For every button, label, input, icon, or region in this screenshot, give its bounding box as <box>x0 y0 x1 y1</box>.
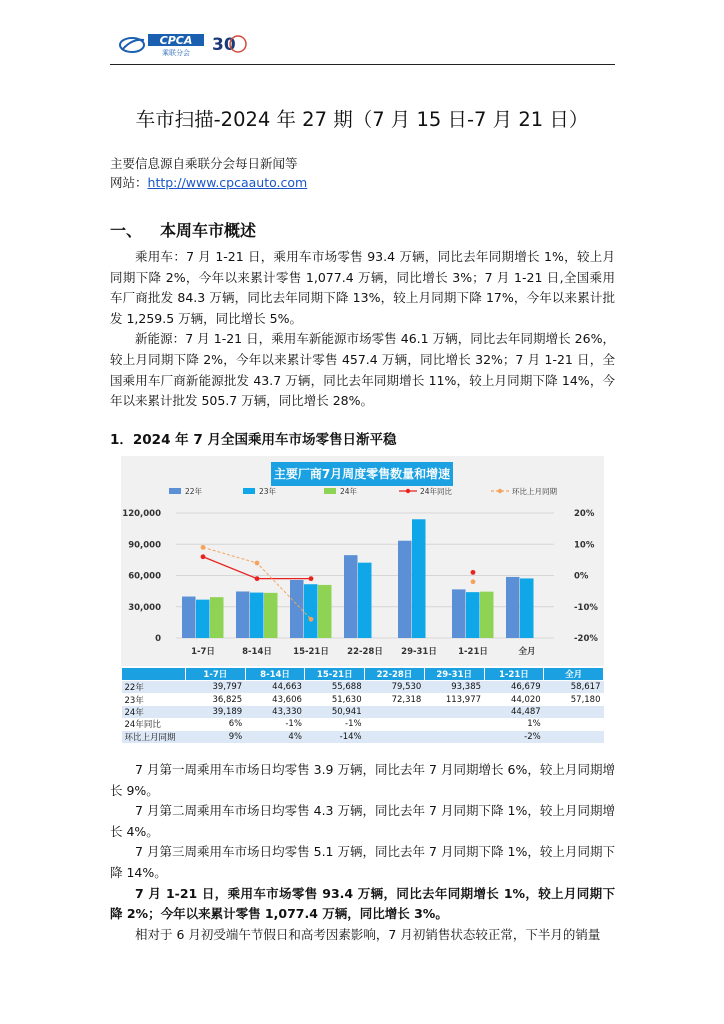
legend-swatch <box>324 488 336 494</box>
table-cell: 51,630 <box>305 693 365 705</box>
table-cell: 24年同比 <box>122 718 186 730</box>
table-cell: 36,825 <box>186 693 246 705</box>
point-环比上月同期 <box>201 545 206 550</box>
bar-23年 <box>196 600 210 638</box>
table-cell: 39,189 <box>186 706 246 718</box>
anniversary-logo-text: 30 <box>212 35 236 55</box>
table-header-cell: 1-21日 <box>484 668 544 681</box>
table-row <box>122 706 604 718</box>
table-header-row <box>122 668 604 681</box>
bar-23年 <box>358 563 372 638</box>
table-cell <box>544 706 604 718</box>
bar-23年 <box>304 584 318 638</box>
bar-22年 <box>398 541 412 638</box>
table-header-cell: 1-7日 <box>186 668 246 681</box>
table-cell: 6% <box>186 718 246 730</box>
table-cell <box>365 718 425 730</box>
table-cell: 39,797 <box>186 681 246 694</box>
table-header-cell: 全月 <box>544 668 604 681</box>
table-cell <box>365 731 425 743</box>
point-环比上月同期 <box>255 561 260 566</box>
table-row <box>122 681 604 694</box>
x-tick-label: 8-14日 <box>242 647 272 657</box>
bar-24年 <box>264 593 278 638</box>
table-header-cell: 8-14日 <box>245 668 305 681</box>
table-cell: 50,941 <box>305 706 365 718</box>
table-cell: -1% <box>305 718 365 730</box>
table-cell <box>544 731 604 743</box>
x-tick-label: 1-7日 <box>191 647 215 657</box>
point-24年同比 <box>255 576 260 581</box>
table-cell: 44,020 <box>484 693 544 705</box>
table-cell: 43,606 <box>245 693 305 705</box>
bar-22年 <box>344 555 358 638</box>
table-cell: 44,487 <box>484 706 544 718</box>
table-cell <box>365 706 425 718</box>
overview-paragraph: 乘用车：7 月 1-21 日，乘用车市场零售 93.4 万辆，同比去年同期增长 1%，较上月同期下降 2%，今年以来累计零售 1,077.4 万辆，同比增长 3%；7 月 1-21 日,全国乘用车厂商批发 84.3 万辆，同比去年同期下降 13%，较上月同期下降 17%，今年以来累计批发 1,259.5 万辆，同比增长 5%。 <box>110 249 615 326</box>
y-tick-label: 60,000 <box>128 571 161 582</box>
table-cell: 44,663 <box>245 681 305 694</box>
bar-22年 <box>182 597 196 638</box>
table-cell: 55,688 <box>305 681 365 694</box>
legend-swatch <box>243 488 255 494</box>
table-cell: 58,617 <box>544 681 604 694</box>
bar-22年 <box>236 591 250 638</box>
section-heading <box>110 218 256 241</box>
section-number: 一、 <box>110 221 143 240</box>
bar-22年 <box>506 577 520 638</box>
table-cell: 22年 <box>122 681 186 694</box>
table-header-cell: 29-31日 <box>424 668 484 681</box>
analysis-text <box>110 760 615 945</box>
x-tick-label: 22-28日 <box>347 647 383 657</box>
point-环比上月同期 <box>471 579 476 584</box>
table-cell: 79,530 <box>365 681 425 694</box>
y-tick-label: 0 <box>155 634 161 644</box>
point-24年同比 <box>309 576 314 581</box>
table-header-cell: 15-21日 <box>305 668 365 681</box>
website-line <box>110 173 307 191</box>
legend-label: 22年 <box>185 487 203 496</box>
subsection-heading: 1．2024 年 7 月全国乘用车市场零售日渐平稳 <box>110 432 397 448</box>
table-row <box>122 718 604 730</box>
table-cell: 93,385 <box>424 681 484 694</box>
table-cell: 4% <box>245 731 305 743</box>
table-row <box>122 731 604 743</box>
website-link[interactable]: http://www.cpcaauto.com <box>147 175 308 190</box>
point-24年同比 <box>471 570 476 575</box>
analysis-paragraph: 7 月第二周乘用车市场日均零售 4.3 万辆，同比去年 7 月同期下降 1%，较上月同期增长 4%。 <box>110 803 615 839</box>
data-table <box>121 667 604 743</box>
table-header-cell: 22-28日 <box>365 668 425 681</box>
analysis-paragraph: 相对于 6 月初受端午节假日和高考因素影响，7 月初销售状态较正常，下半月的销量 <box>135 926 601 942</box>
table-cell: 57,180 <box>544 693 604 705</box>
analysis-paragraph: 7 月第一周乘用车市场日均零售 3.9 万辆，同比去年 7 月同期增长 6%，较上月同期增长 9%。 <box>110 762 615 798</box>
table-cell: 24年 <box>122 706 186 718</box>
table-cell: 43,330 <box>245 706 305 718</box>
table-cell: 9% <box>186 731 246 743</box>
legend-marker <box>406 489 410 493</box>
cpca-logo-sub: 乘联分会 <box>162 49 190 57</box>
y2-tick-label: -10% <box>574 602 598 613</box>
table-cell: 1% <box>484 718 544 730</box>
point-环比上月同期 <box>309 617 314 622</box>
table-cell: 72,318 <box>365 693 425 705</box>
legend-label: 23年 <box>259 487 277 496</box>
bar-23年 <box>466 592 480 638</box>
table-row <box>122 693 604 705</box>
overview-paragraph: 新能源：7 月 1-21 日，乘用车新能源市场零售 46.1 万辆，同比去年同期增长 26%，较上月同期下降 2%，今年以来累计零售 457.4 万辆，同比增长 32%；7 月 1-21 日，全国乘用车厂商新能源批发 43.7 万辆，同比去年同期增长 11%，较上月同期下降 14%，今年以来累计批发 505.7 万辆，同比增长 28%。 <box>110 331 615 409</box>
bar-22年 <box>452 589 466 638</box>
table-cell: -2% <box>484 731 544 743</box>
legend-label: 24年同比 <box>420 487 453 496</box>
bar-23年 <box>412 519 426 638</box>
table-cell <box>424 706 484 718</box>
legend-label: 24年 <box>340 487 358 496</box>
chart-title: 主要厂商7月周度零售数量和增速 <box>271 462 453 486</box>
source-line: 主要信息源自乘联分会每日新闻等 <box>110 156 298 171</box>
page-title: 车市扫描-2024 年 27 期（7 月 15 日-7 月 21 日） <box>135 108 589 131</box>
bar-23年 <box>250 593 264 638</box>
section-title: 本周车市概述 <box>160 221 257 240</box>
table-header-cell <box>122 668 186 681</box>
anniversary-logo <box>210 30 250 58</box>
x-tick-label: 15-21日 <box>293 647 329 657</box>
bar-23年 <box>520 578 534 638</box>
overview-text <box>110 247 615 412</box>
analysis-paragraph-bold: 7 月 1-21 日，乘用车市场零售 93.4 万辆，同比去年同期增长 1%，较上月同期下降 2%；今年以来累计零售 1,077.4 万辆，同比增长 3%。 <box>110 885 615 922</box>
y2-tick-label: 20% <box>574 509 595 519</box>
cpca-logo-text: CPCA <box>159 34 193 47</box>
y2-tick-label: -20% <box>574 634 598 644</box>
table-cell: 46,679 <box>484 681 544 694</box>
table-cell: -1% <box>245 718 305 730</box>
cpca-logo <box>118 30 208 58</box>
legend-label: 环比上月同期 <box>512 487 557 496</box>
table-cell: -14% <box>305 731 365 743</box>
bar-24年 <box>210 597 224 638</box>
table-cell <box>544 718 604 730</box>
table-cell: 环比上月同期 <box>122 731 186 743</box>
table-cell: 113,977 <box>424 693 484 705</box>
y-tick-label: 120,000 <box>122 509 161 519</box>
x-tick-label: 29-31日 <box>401 647 437 657</box>
legend-marker <box>498 489 502 493</box>
bar-24年 <box>318 585 332 638</box>
table-cell <box>424 718 484 730</box>
x-tick-label: 1-21日 <box>458 647 488 657</box>
bar-24年 <box>480 592 494 638</box>
y2-tick-label: 0% <box>574 571 589 582</box>
page-header <box>110 28 615 65</box>
y-tick-label: 90,000 <box>128 540 161 551</box>
website-label: 网站： <box>110 175 148 190</box>
point-24年同比 <box>201 554 206 559</box>
table-cell: 23年 <box>122 693 186 705</box>
weekly-retail-chart <box>121 456 604 666</box>
analysis-paragraph: 7 月第三周乘用车市场日均零售 5.1 万辆，同比去年 7 月同期下降 1%，较上月同期下降 14%。 <box>110 844 615 880</box>
table-cell <box>424 731 484 743</box>
y-tick-label: 30,000 <box>128 602 161 613</box>
legend-swatch <box>169 488 181 494</box>
x-tick-label: 全月 <box>518 647 536 657</box>
y2-tick-label: 10% <box>574 540 595 551</box>
